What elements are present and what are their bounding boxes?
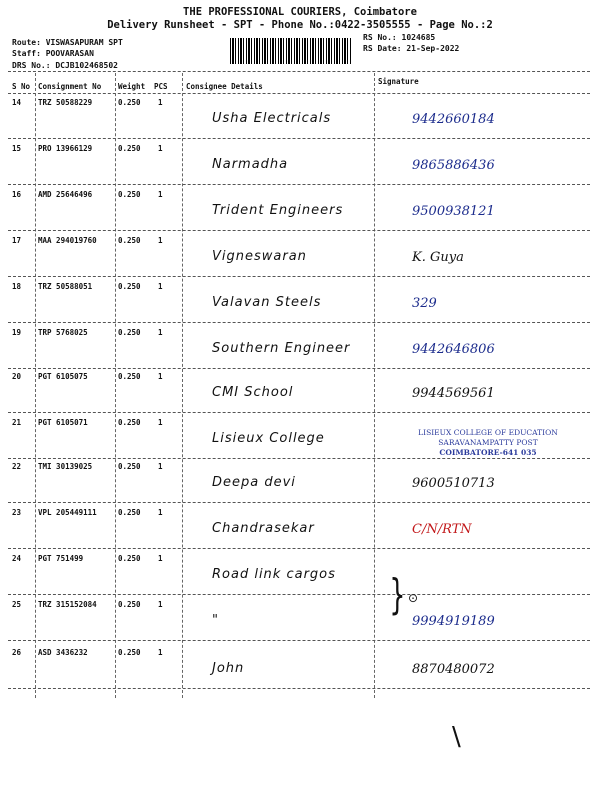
row-sno: 24	[12, 554, 22, 563]
row-sno: 22	[12, 462, 22, 471]
col-signature: Signature	[378, 77, 419, 86]
college-stamp	[398, 428, 578, 458]
row-signature: 9944569561	[412, 386, 495, 401]
row-sno: 19	[12, 328, 22, 337]
row-weight: 0.250	[118, 144, 141, 153]
row-sno: 18	[12, 282, 22, 291]
row-consignment-no: AMD 25646496	[38, 190, 93, 199]
row-pcs: 1	[158, 98, 163, 107]
document-title: THE PROFESSIONAL COURIERS, Coimbatore	[183, 6, 417, 18]
row-weight: 0.250	[118, 328, 141, 337]
row-signature: 9442660184	[412, 112, 495, 127]
row-consignee: Lisieux College	[212, 431, 325, 446]
row-weight: 0.250	[118, 98, 141, 107]
row-pcs: 1	[158, 648, 163, 657]
drs-label: DRS No.: DCJB102468502	[12, 61, 118, 70]
row-consignee: Chandrasekar	[212, 521, 315, 536]
row-weight: 0.250	[118, 508, 141, 517]
row-pcs: 1	[158, 236, 163, 245]
row-signature: 9600510713	[412, 476, 495, 491]
row-consignment-no: PGT 751499	[38, 554, 84, 563]
staff-label: Staff: POOVARASAN	[12, 49, 94, 58]
row-signature: 9500938121	[412, 204, 495, 219]
row-consignment-no: TRP 5768025	[38, 328, 88, 337]
row-sno: 16	[12, 190, 22, 199]
row-consignee: Valavan Steels	[212, 295, 322, 310]
row-signature: 9994919189	[412, 614, 495, 629]
separator-line	[182, 73, 183, 698]
row-weight: 0.250	[118, 282, 141, 291]
row-sno: 17	[12, 236, 22, 245]
document-subtitle: Delivery Runsheet - SPT - Phone No.:0422-3505555 - Page No.:2	[107, 19, 493, 31]
row-consignee: Southern Engineer	[212, 341, 351, 356]
row-divider	[8, 322, 590, 323]
separator-line	[35, 73, 36, 698]
stamp-line-1: LISIEUX COLLEGE OF EDUCATION	[418, 428, 558, 437]
row-weight: 0.250	[118, 372, 141, 381]
row-divider	[8, 276, 590, 277]
row-signature: C/N/RTN	[412, 522, 472, 537]
row-divider	[8, 138, 590, 139]
row-consignee: Trident Engineers	[212, 203, 344, 218]
row-pcs: 1	[158, 600, 163, 609]
row-pcs: 1	[158, 328, 163, 337]
col-weight: Weight	[118, 82, 146, 91]
header-divider	[8, 71, 590, 72]
row-divider	[8, 640, 590, 641]
row-sno: 25	[12, 600, 22, 609]
rs-number: RS No.: 1024685	[363, 33, 436, 42]
col-sno: S No	[12, 82, 31, 91]
row-signature: 9442646806	[412, 342, 495, 357]
row-sno: 21	[12, 418, 22, 427]
row-pcs: 1	[158, 418, 163, 427]
row-consignee: CMI School	[212, 385, 294, 400]
row-consignment-no: TMI 30139025	[38, 462, 93, 471]
stamp-line-2: SARAVANAMPATTY POST	[438, 438, 538, 447]
separator-line	[115, 73, 116, 698]
row-sno: 20	[12, 372, 22, 381]
row-weight: 0.250	[118, 462, 141, 471]
row-signature: K. Guya	[412, 250, 464, 265]
footer-mark: \	[452, 722, 461, 752]
row-sno: 15	[12, 144, 22, 153]
row-consignment-no: TRZ 50588229	[38, 98, 93, 107]
rs-date: RS Date: 21-Sep-2022	[363, 44, 460, 53]
row-weight: 0.250	[118, 418, 141, 427]
row-divider	[8, 502, 590, 503]
row-divider	[8, 184, 590, 185]
row-sno: 14	[12, 98, 22, 107]
row-signature: 8870480072	[412, 662, 495, 677]
row-divider	[8, 548, 590, 549]
row-weight: 0.250	[118, 648, 141, 657]
row-consignment-no: MAA 294019760	[38, 236, 97, 245]
row-consignment-no: PGT 6105075	[38, 372, 88, 381]
row-sno: 26	[12, 648, 22, 657]
row-consignment-no: ASD 3436232	[38, 648, 88, 657]
row-signature: 329	[412, 296, 437, 311]
separator-line	[374, 73, 375, 698]
row-divider	[8, 368, 590, 369]
barcode	[230, 38, 352, 64]
row-weight: 0.250	[118, 190, 141, 199]
row-consignee: Narmadha	[212, 157, 289, 172]
row-divider	[8, 594, 590, 595]
col-consignment: Consignment No	[38, 82, 102, 91]
row-consignment-no: VPL 205449111	[38, 508, 97, 517]
row-consignment-no: PRO 13966129	[38, 144, 93, 153]
row-consignment-no: TRZ 315152084	[38, 600, 97, 609]
stamp-line-3: COIMBATORE-641 035	[439, 448, 537, 457]
route-label: Route: VISWASAPURAM SPT	[12, 38, 123, 47]
row-consignee: "	[212, 613, 219, 628]
row-weight: 0.250	[118, 600, 141, 609]
row-weight: 0.250	[118, 554, 141, 563]
row-consignment-no: TRZ 50588051	[38, 282, 93, 291]
row-sno: 23	[12, 508, 22, 517]
row-consignee: Usha Electricals	[212, 111, 332, 126]
col-pcs: PCS	[154, 82, 168, 91]
circle-mark: ⊙	[408, 591, 419, 605]
row-consignee: John	[212, 661, 245, 676]
row-divider	[8, 412, 590, 413]
row-consignment-no: PGT 6105071	[38, 418, 88, 427]
row-consignee: Vigneswaran	[212, 249, 307, 264]
row-pcs: 1	[158, 462, 163, 471]
col-consignee: Consignee Details	[186, 82, 263, 91]
row-pcs: 1	[158, 508, 163, 517]
brace-mark: }	[389, 570, 406, 619]
row-pcs: 1	[158, 282, 163, 291]
row-pcs: 1	[158, 190, 163, 199]
row-pcs: 1	[158, 554, 163, 563]
row-pcs: 1	[158, 144, 163, 153]
row-divider	[8, 458, 590, 459]
row-divider	[8, 230, 590, 231]
column-divider	[8, 93, 590, 94]
row-consignee: Deepa devi	[212, 475, 296, 490]
row-weight: 0.250	[118, 236, 141, 245]
row-pcs: 1	[158, 372, 163, 381]
row-consignee: Road link cargos	[212, 567, 336, 582]
row-signature: 9865886436	[412, 158, 495, 173]
row-divider	[8, 688, 590, 689]
